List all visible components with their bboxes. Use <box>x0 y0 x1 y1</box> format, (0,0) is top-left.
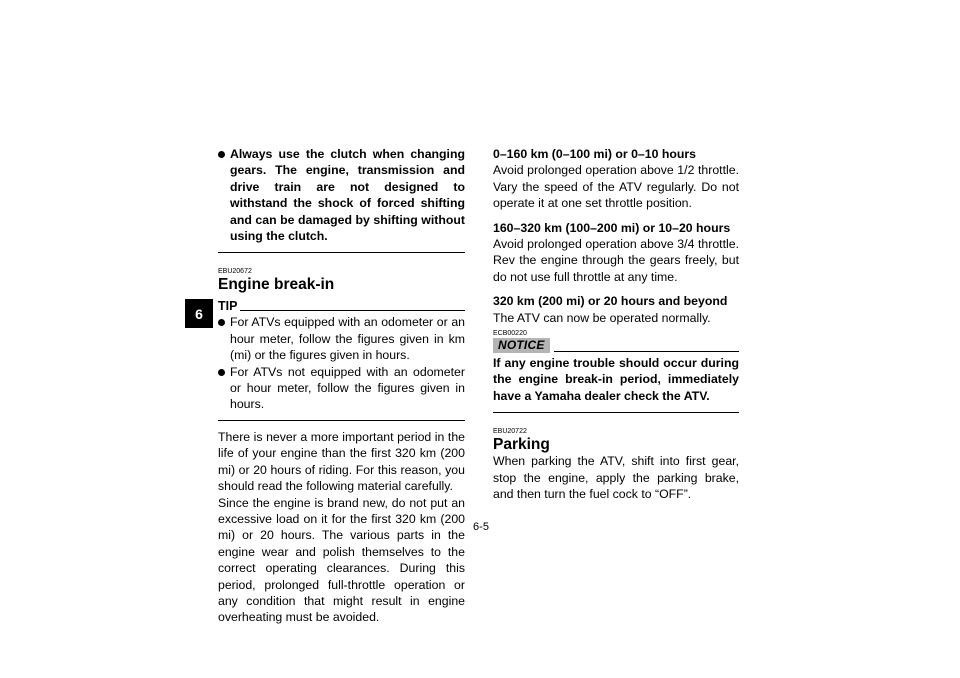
section-code: EBU20672 <box>218 268 252 276</box>
tip-item-text: For ATVs not equipped with an odometer or hour meter, follow the figures given in hours. <box>230 364 465 412</box>
bullet-icon <box>218 319 225 326</box>
section-title-engine-break-in: Engine break-in <box>218 276 335 294</box>
clutch-warning-text: Always use the clutch when changing gears. The engine, transmission and drive train are not designed to withstand the shock of forced shifting and can be damaged by shifting without using the clutch. <box>230 147 465 244</box>
notice-divider <box>493 412 739 413</box>
warning-divider <box>218 252 465 253</box>
right-column <box>493 146 739 503</box>
stage-text: The ATV can now be operated normally. <box>493 310 711 325</box>
left-column <box>218 146 465 626</box>
section-code: EBU20722 <box>493 428 527 436</box>
notice-code: ECB00220 <box>493 330 527 338</box>
tip-item-text: For ATVs equipped with an odometer or an hour meter, follow the figures given in km (mi) or the figures given in hours. <box>230 315 465 363</box>
bullet-icon <box>218 151 225 158</box>
notice-text: If any engine trouble should occur during the engine break-in period, immediately have a Yamaha dealer check the ATV. <box>493 356 739 403</box>
stage-text: Avoid prolonged operation above 1/2 throttle. Vary the speed of the ATV regularly. Do not operate it at one set throttle position. <box>493 163 739 211</box>
section-title-parking: Parking <box>493 436 550 454</box>
tip-label: TIP <box>218 299 238 314</box>
notice-header <box>493 338 739 353</box>
stage-title: 0–160 km (0–100 mi) or 0–10 hours <box>493 147 697 161</box>
tip-item <box>218 314 465 363</box>
bullet-icon <box>218 369 225 376</box>
tip-divider <box>218 420 465 421</box>
page-number: 6-5 <box>473 521 489 533</box>
tip-header <box>218 299 465 313</box>
chapter-tab: 6 <box>185 299 213 328</box>
tip-item <box>218 364 465 413</box>
notice-rule <box>554 351 739 352</box>
clutch-warning <box>218 146 465 244</box>
stage-title: 160–320 km (100–200 mi) or 10–20 hours <box>493 220 731 235</box>
body-paragraph: There is never a more important period in the life of your engine than the first 320 km (200 mi) or 20 hours of riding. For this reason, you should read the following material carefully. <box>218 429 465 494</box>
stage-title: 320 km (200 mi) or 20 hours and beyond <box>493 294 728 309</box>
notice-badge: NOTICE <box>493 338 550 353</box>
body-paragraph: Since the engine is brand new, do not put an excessive load on it for the first 320 km (200 mi) or 20 hours. The various parts in the engine wear and polish themselves to the correct operating clearances. During this period, prolonged full-throttle operation or any condition that might result in engine overheating must be avoided. <box>218 495 465 625</box>
stage-text: Avoid prolonged operation above 3/4 throttle. Rev the engine through the gears freely, but do not use full throttle at any time. <box>493 237 739 284</box>
parking-text: When parking the ATV, shift into first gear, stop the engine, apply the parking brake, and then turn the fuel cock to “OFF”. <box>493 454 739 502</box>
tip-rule <box>240 310 465 311</box>
